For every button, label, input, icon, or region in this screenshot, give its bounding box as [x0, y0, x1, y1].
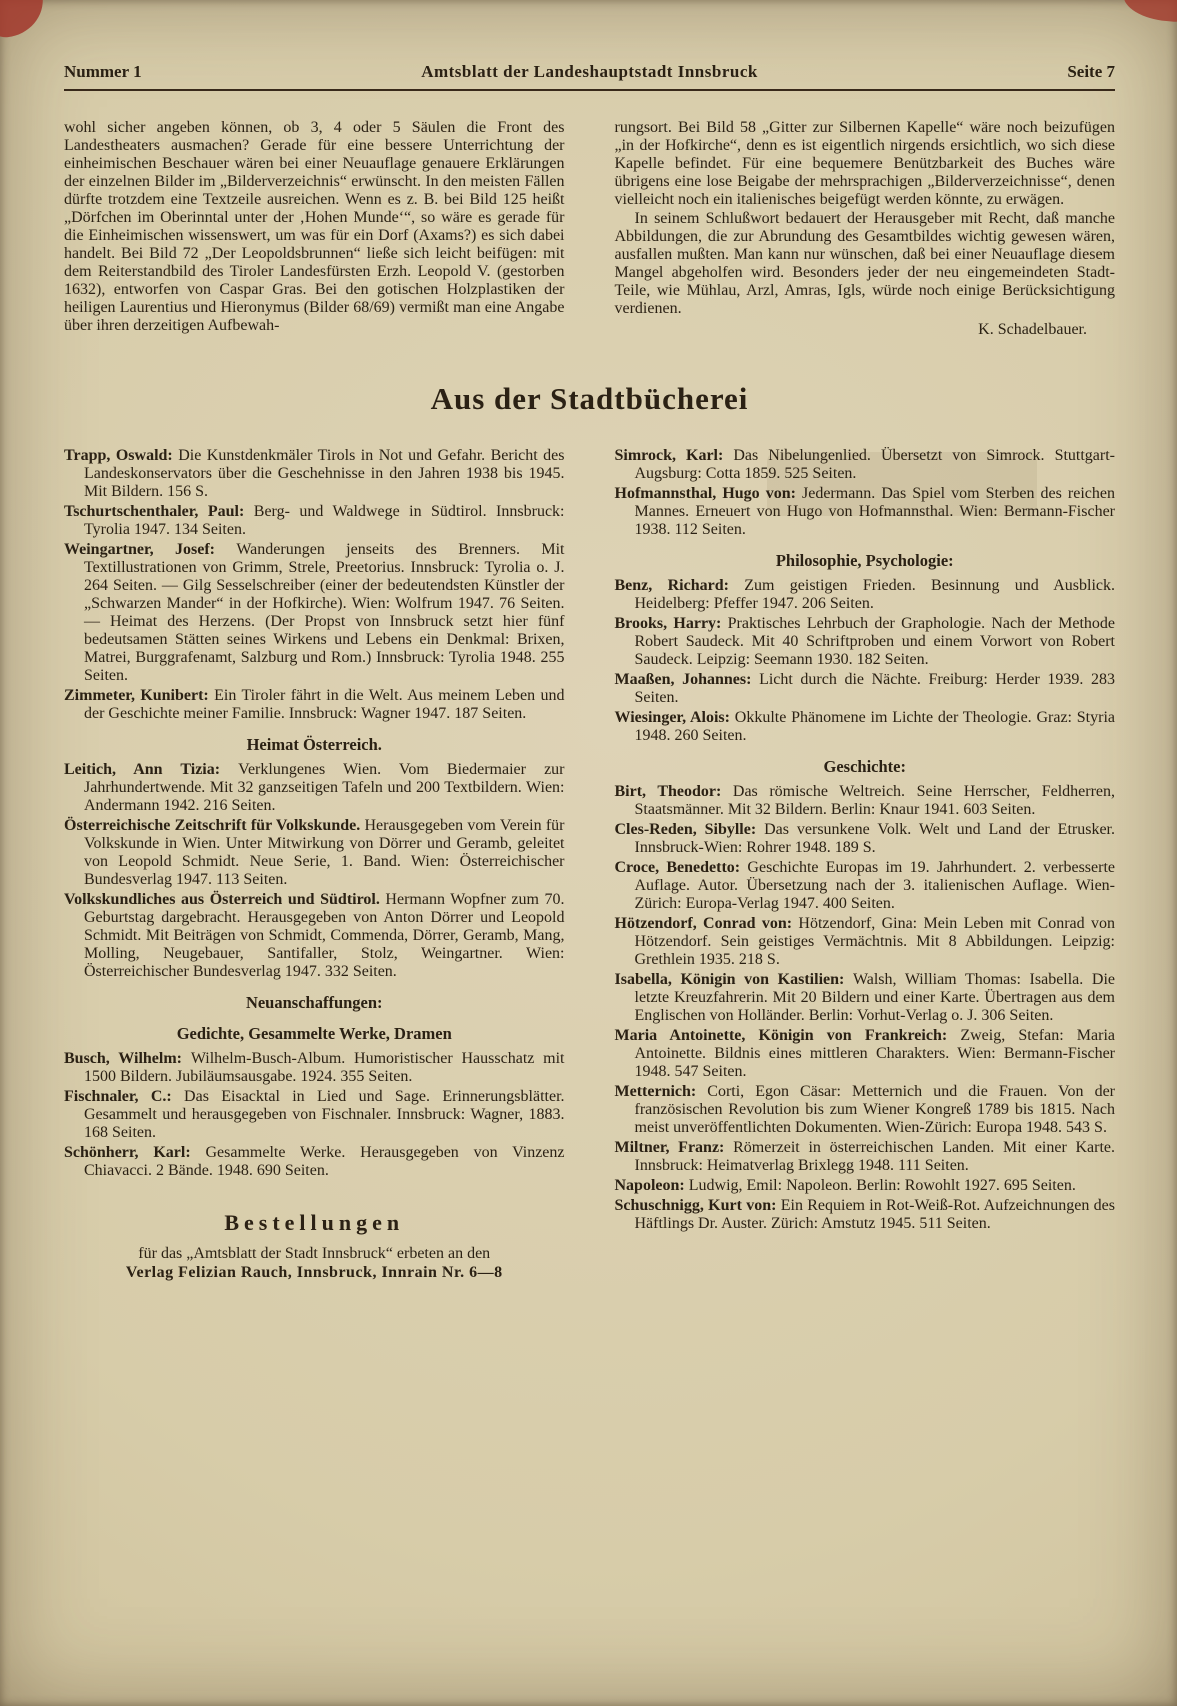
- book-entry-lead: Metternich:: [614, 1083, 708, 1100]
- book-entry-lead: Brooks, Harry:: [614, 615, 728, 632]
- book-entry: Busch, Wilhelm: Wilhelm-Busch-Album. Humoristischer Hausschatz mit 1500 Bildern. Jubiläumsausgabe. 1924. 355 Seiten.: [64, 1050, 565, 1085]
- newspaper-title: Amtsblatt der Landeshauptstadt Innsbruck: [421, 62, 758, 81]
- category-heading: Philosophie, Psychologie:: [775, 551, 954, 570]
- category-heading: Geschichte:: [823, 757, 906, 776]
- article-column-right: [615, 119, 1116, 339]
- book-entry: Schuschnigg, Kurt von: Ein Requiem in Rot-Weiß-Rot. Aufzeichnungen des Häftlings Dr. Auster. Zürich: Amstutz 1945. 511 Seiten.: [614, 1197, 1115, 1232]
- book-entry: Schönherr, Karl: Gesammelte Werke. Herausgegeben von Vinzenz Chiavacci. 2 Bände. 1948. 690 Seiten.: [64, 1144, 565, 1179]
- book-entry-lead: Busch, Wilhelm:: [64, 1050, 191, 1067]
- book-entry: Volkskundliches aus Österreich und Südtirol. Hermann Wopfner zum 70. Geburtstag dargebracht. Herausgegeben von Anton Dörrer und Leopold Schmidt. Mit Beiträgen von Schmidt, Commenda, Dörrer, Geramb, Mang, Molling, Neugebauer, Santifaller, Stolz, Weingartner. Wien: Österreichischer Bundesverlag 1947. 332 Seiten.: [64, 891, 565, 980]
- paragraph: In seinem Schlußwort bedauert der Herausgeber mit Recht, daß manche Abbildungen, die zur Abrundung des Gesamtbildes wichtig gewesen wären, ausfallen mußten. Man kann nur wünschen, daß bei einer Neuauflage diesem Mangel abgeholfen wird. Besonders jeder der neu eingemeindeten Stadt-Teile, wie Mühlau, Arzl, Amras, Igls, würde noch einige Berücksichtigung verdienen.: [614, 210, 1115, 317]
- book-entry: Metternich: Corti, Egon Cäsar: Metternich und die Frauen. Von der französischen Revolution bis zum Wiener Kongreß 1789 bis 1815. Nach meist unveröffentlichten Dokumenten. Wien-Zürich: Europa 1948. 543 S.: [614, 1083, 1115, 1136]
- book-entry-lead: Maaßen, Johannes:: [614, 671, 760, 688]
- issue-number: Nummer 1: [64, 62, 142, 81]
- book-entry-lead: Österreichische Zeitschrift für Volkskunde.: [64, 817, 365, 834]
- category-heading: Heimat Österreich.: [246, 735, 382, 754]
- library-column-left: [64, 447, 565, 1282]
- book-entry: Trapp, Oswald: Die Kunstdenkmäler Tirols in Not und Gefahr. Bericht des Landeskonservators über die Geschehnisse in den Jahren 1938 bis 1945. Mit Bildern. 156 S.: [64, 447, 565, 500]
- book-entry-lead: Croce, Benedetto:: [614, 859, 748, 876]
- book-entry: Tschurtschenthaler, Paul: Berg- und Waldwege in Südtirol. Innsbruck: Tyrolia 1947. 134 Seiten.: [64, 503, 565, 538]
- book-entry: Napoleon: Ludwig, Emil: Napoleon. Berlin: Rowohlt 1927. 695 Seiten.: [614, 1177, 1076, 1194]
- book-entry: Croce, Benedetto: Geschichte Europas im 19. Jahrhundert. 2. verbesserte Auflage. Autor. Übersetzung nach der 3. italienischen Auflage. Wien-Zürich: Europa-Verlag 1947. 400 Seiten.: [614, 859, 1116, 912]
- book-entry-lead: Schuschnigg, Kurt von:: [614, 1197, 781, 1214]
- masthead-divider: [64, 89, 1115, 91]
- book-entry: Fischnaler, C.: Das Eisacktal in Lied und Sage. Erinnerungsblätter. Gesammelt und herausgegeben von Fischnaler. Innsbruck: Wagner, 1883. 168 Seiten.: [64, 1088, 565, 1141]
- book-entry-lead: Fischnaler, C.:: [64, 1088, 185, 1105]
- section-title: Aus der Stadtbücherei: [430, 381, 749, 416]
- bestellungen-block: [64, 1210, 565, 1282]
- bestellungen-line1: für das „Amtsblatt der Stadt Innsbruck“ erbeten an den: [138, 1245, 491, 1262]
- book-entry-lead: Isabella, Königin von Kastilien:: [614, 971, 853, 988]
- bestellungen-line2: Verlag Felizian Rauch, Innsbruck, Innrain Nr. 6—8: [125, 1264, 503, 1281]
- book-entry-lead: Birt, Theodor:: [614, 783, 733, 800]
- book-entry-lead: Hofmannsthal, Hugo von:: [614, 485, 802, 502]
- masthead: [64, 62, 1115, 82]
- page-number: Seite 7: [1067, 62, 1115, 81]
- category-heading: Neuanschaffungen:: [245, 993, 383, 1012]
- book-entry: Maaßen, Johannes: Licht durch die Nächte. Freiburg: Herder 1939. 283 Seiten.: [614, 671, 1115, 706]
- book-entry-lead: Zimmeter, Kunibert:: [64, 687, 215, 704]
- book-entry-lead: Schönherr, Karl:: [64, 1144, 206, 1161]
- book-entry: Hötzendorf, Conrad von: Hötzendorf, Gina: Mein Leben mit Conrad von Hötzendorf. Sein geistiges Vermächtnis. Mit 8 Abbildungen. Leipzig: Grethlein 1935. 218 S.: [614, 915, 1115, 968]
- book-entry: Leitich, Ann Tizia: Verklungenes Wien. Vom Biedermaier zur Jahrhundertwende. Mit 32 ganzseitigen Tafeln und 200 Textbildern. Wien: Andermann 1942. 216 Seiten.: [64, 761, 565, 814]
- book-entry: Isabella, Königin von Kastilien: Walsh, William Thomas: Isabella. Die letzte Kreuzfahrerin. Mit 20 Bildern und einer Karte. Übertragen aus dem Englischen von Holländer. Berlin: Vorhut-Verlag o. J. 306 Seiten.: [614, 971, 1115, 1024]
- book-entry: Brooks, Harry: Praktisches Lehrbuch der Graphologie. Nach der Methode Robert Saudeck. Mit 40 Schriftproben und einem Vorwort von Robert Saudeck. Leipzig: Seemann 1930. 182 Seiten.: [614, 615, 1115, 668]
- article-section: [64, 119, 1115, 339]
- book-entry-lead: Trapp, Oswald:: [64, 447, 179, 464]
- book-entry-lead: Volkskundliches aus Österreich und Südtirol.: [64, 891, 386, 908]
- book-entry-lead: Benz, Richard:: [614, 577, 745, 594]
- signature: K. Schadelbauer.: [978, 321, 1087, 338]
- book-entry: Benz, Richard: Zum geistigen Frieden. Besinnung und Ausblick. Heidelberg: Pfeffer 1947. 206 Seiten.: [614, 577, 1115, 612]
- book-entry: Weingartner, Josef: Wanderungen jenseits des Brenners. Mit Textillustrationen von Grimm, Strele, Preetorius. Innsbruck: Tyrolia o. J. 264 Seiten. — Gilg Sesselschreiber (einer der bedeutendsten Künstler der „Schwarzen Mander“ in der Hofkirche). Wien: Wolfrum 1947. 76 Seiten. — Heimat des Herzens. (Der Propst von Innsbruck setzt hier fünf bedeutsamen Stätten seines Wirkens und Lebens ein Denkmal: Brixen, Matrei, Burggrafenamt, Salzburg und Rom.) Innsbruck: Tyrolia 1948. 255 Seiten.: [64, 541, 565, 684]
- bestellungen-title: Bestellungen: [224, 1210, 405, 1235]
- book-entry: Hofmannsthal, Hugo von: Jedermann. Das Spiel vom Sterben des reichen Mannes. Erneuert von Hugo von Hofmannsthal. Wien: Bermann-Fischer 1938. 112 Seiten.: [614, 485, 1115, 538]
- book-entry: Simrock, Karl: Das Nibelungenlied. Übersetzt von Simrock. Stuttgart-Augsburg: Cotta 1859. 525 Seiten.: [614, 447, 1116, 482]
- book-entry-lead: Weingartner, Josef:: [64, 541, 237, 558]
- book-entry: Zimmeter, Kunibert: Ein Tiroler fährt in die Welt. Aus meinem Leben und der Geschichte meiner Familie. Innsbruck: Wagner 1947. 187 Seiten.: [64, 687, 565, 722]
- book-entry-lead: Napoleon:: [614, 1177, 689, 1194]
- article-column-left: [64, 119, 565, 339]
- book-entry: Maria Antoinette, Königin von Frankreich: Zweig, Stefan: Maria Antoinette. Bildnis eines mittleren Charakters. Wien: Bermann-Fischer 1948. 547 Seiten.: [614, 1027, 1115, 1080]
- book-entry-lead: Tschurtschenthaler, Paul:: [64, 503, 254, 520]
- library-list-left: [64, 447, 565, 1180]
- library-section: [64, 447, 1115, 1282]
- book-entry: Cles-Reden, Sibylle: Das versunkene Volk. Welt und Land der Etrusker. Innsbruck-Wien: Rohrer 1948. 189 S.: [614, 821, 1115, 856]
- book-entry-lead: Wiesinger, Alois:: [614, 709, 735, 726]
- category-heading: Gedichte, Gesammelte Werke, Dramen: [176, 1024, 452, 1043]
- book-entry-lead: Cles-Reden, Sibylle:: [614, 821, 765, 838]
- book-entry-lead: Hötzendorf, Conrad von:: [614, 915, 799, 932]
- book-entry: Wiesinger, Alois: Okkulte Phänomene im Lichte der Theologie. Graz: Styria 1948. 260 Seiten.: [614, 709, 1115, 744]
- book-entry-lead: Miltner, Franz:: [614, 1139, 734, 1156]
- book-entry: Birt, Theodor: Das römische Weltreich. Seine Herrscher, Feldherren, Staatsmänner. Mit 32 Bildern. Berlin: Knaur 1941. 603 Seiten.: [614, 783, 1116, 818]
- book-entry: Österreichische Zeitschrift für Volkskunde. Herausgegeben vom Verein für Volkskunde in Wien. Unter Mitwirkung von Dörrer und Geramb, geleitet von Leopold Schmidt. Neue Serie, 1. Band. Wien: Österreichischer Bundesverlag 1947. 113 Seiten.: [64, 817, 565, 888]
- book-entry: Miltner, Franz: Römerzeit in österreichischen Landen. Mit einer Karte. Innsbruck: Heimatverlag Brixlegg 1948. 111 Seiten.: [614, 1139, 1116, 1174]
- library-column-right: [615, 447, 1116, 1282]
- paragraph: wohl sicher angeben können, ob 3, 4 oder 5 Säulen die Front des Landestheaters ausmachen? Gerade für eine bessere Unterrichtung der einheimischen Beschauer wären bei einer Neuauflage genauere Erklärungen der einzelnen Bilder im „Bilderverzeichnis“ erwünscht. In den meisten Fällen dürfte trotzdem eine Textzeile ausreichen. Wenn es z. B. bei Bild 125 heißt „Dörfchen im Oberinntal unter der ‚Hohen Munde‘“, so wäre es gerade für die Einheimischen wissenswert, um was für ein Dorf (Axams?) es sich dabei handelt. Bei Bild 72 „Der Leopoldsbrunnen“ ließe sich leicht beifügen: mit dem Reiterstandbild des Tiroler Landesfürsten Erzh. Leopold V. (gestorben 1632), entworfen von Caspar Gras. Bei den gotischen Holzplastiken der heiligen Laurentius und Hieronymus (Bilder 68/69) vermißt man eine Angabe über ihren derzeitigen Aufbewah-: [64, 119, 565, 334]
- book-entry-lead: Leitich, Ann Tizia:: [64, 761, 239, 778]
- paragraph: rungsort. Bei Bild 58 „Gitter zur Silbernen Kapelle“ wäre noch beizufügen „in der Hofkirche“, denn es ist eigentlich nirgends ersichtlich, wo sich diese Kapelle befindet. Für eine bequemere Benützbarkeit des Buches wäre übrigens eine lose Beigabe der mehrsprachigen „Bilderverzeichnisse“, denen vielleicht noch ein italienisches beigefügt werden könnte, zu erwägen.: [614, 119, 1115, 208]
- book-entry-lead: Simrock, Karl:: [614, 447, 734, 464]
- book-entry-lead: Maria Antoinette, Königin von Frankreich:: [614, 1027, 961, 1044]
